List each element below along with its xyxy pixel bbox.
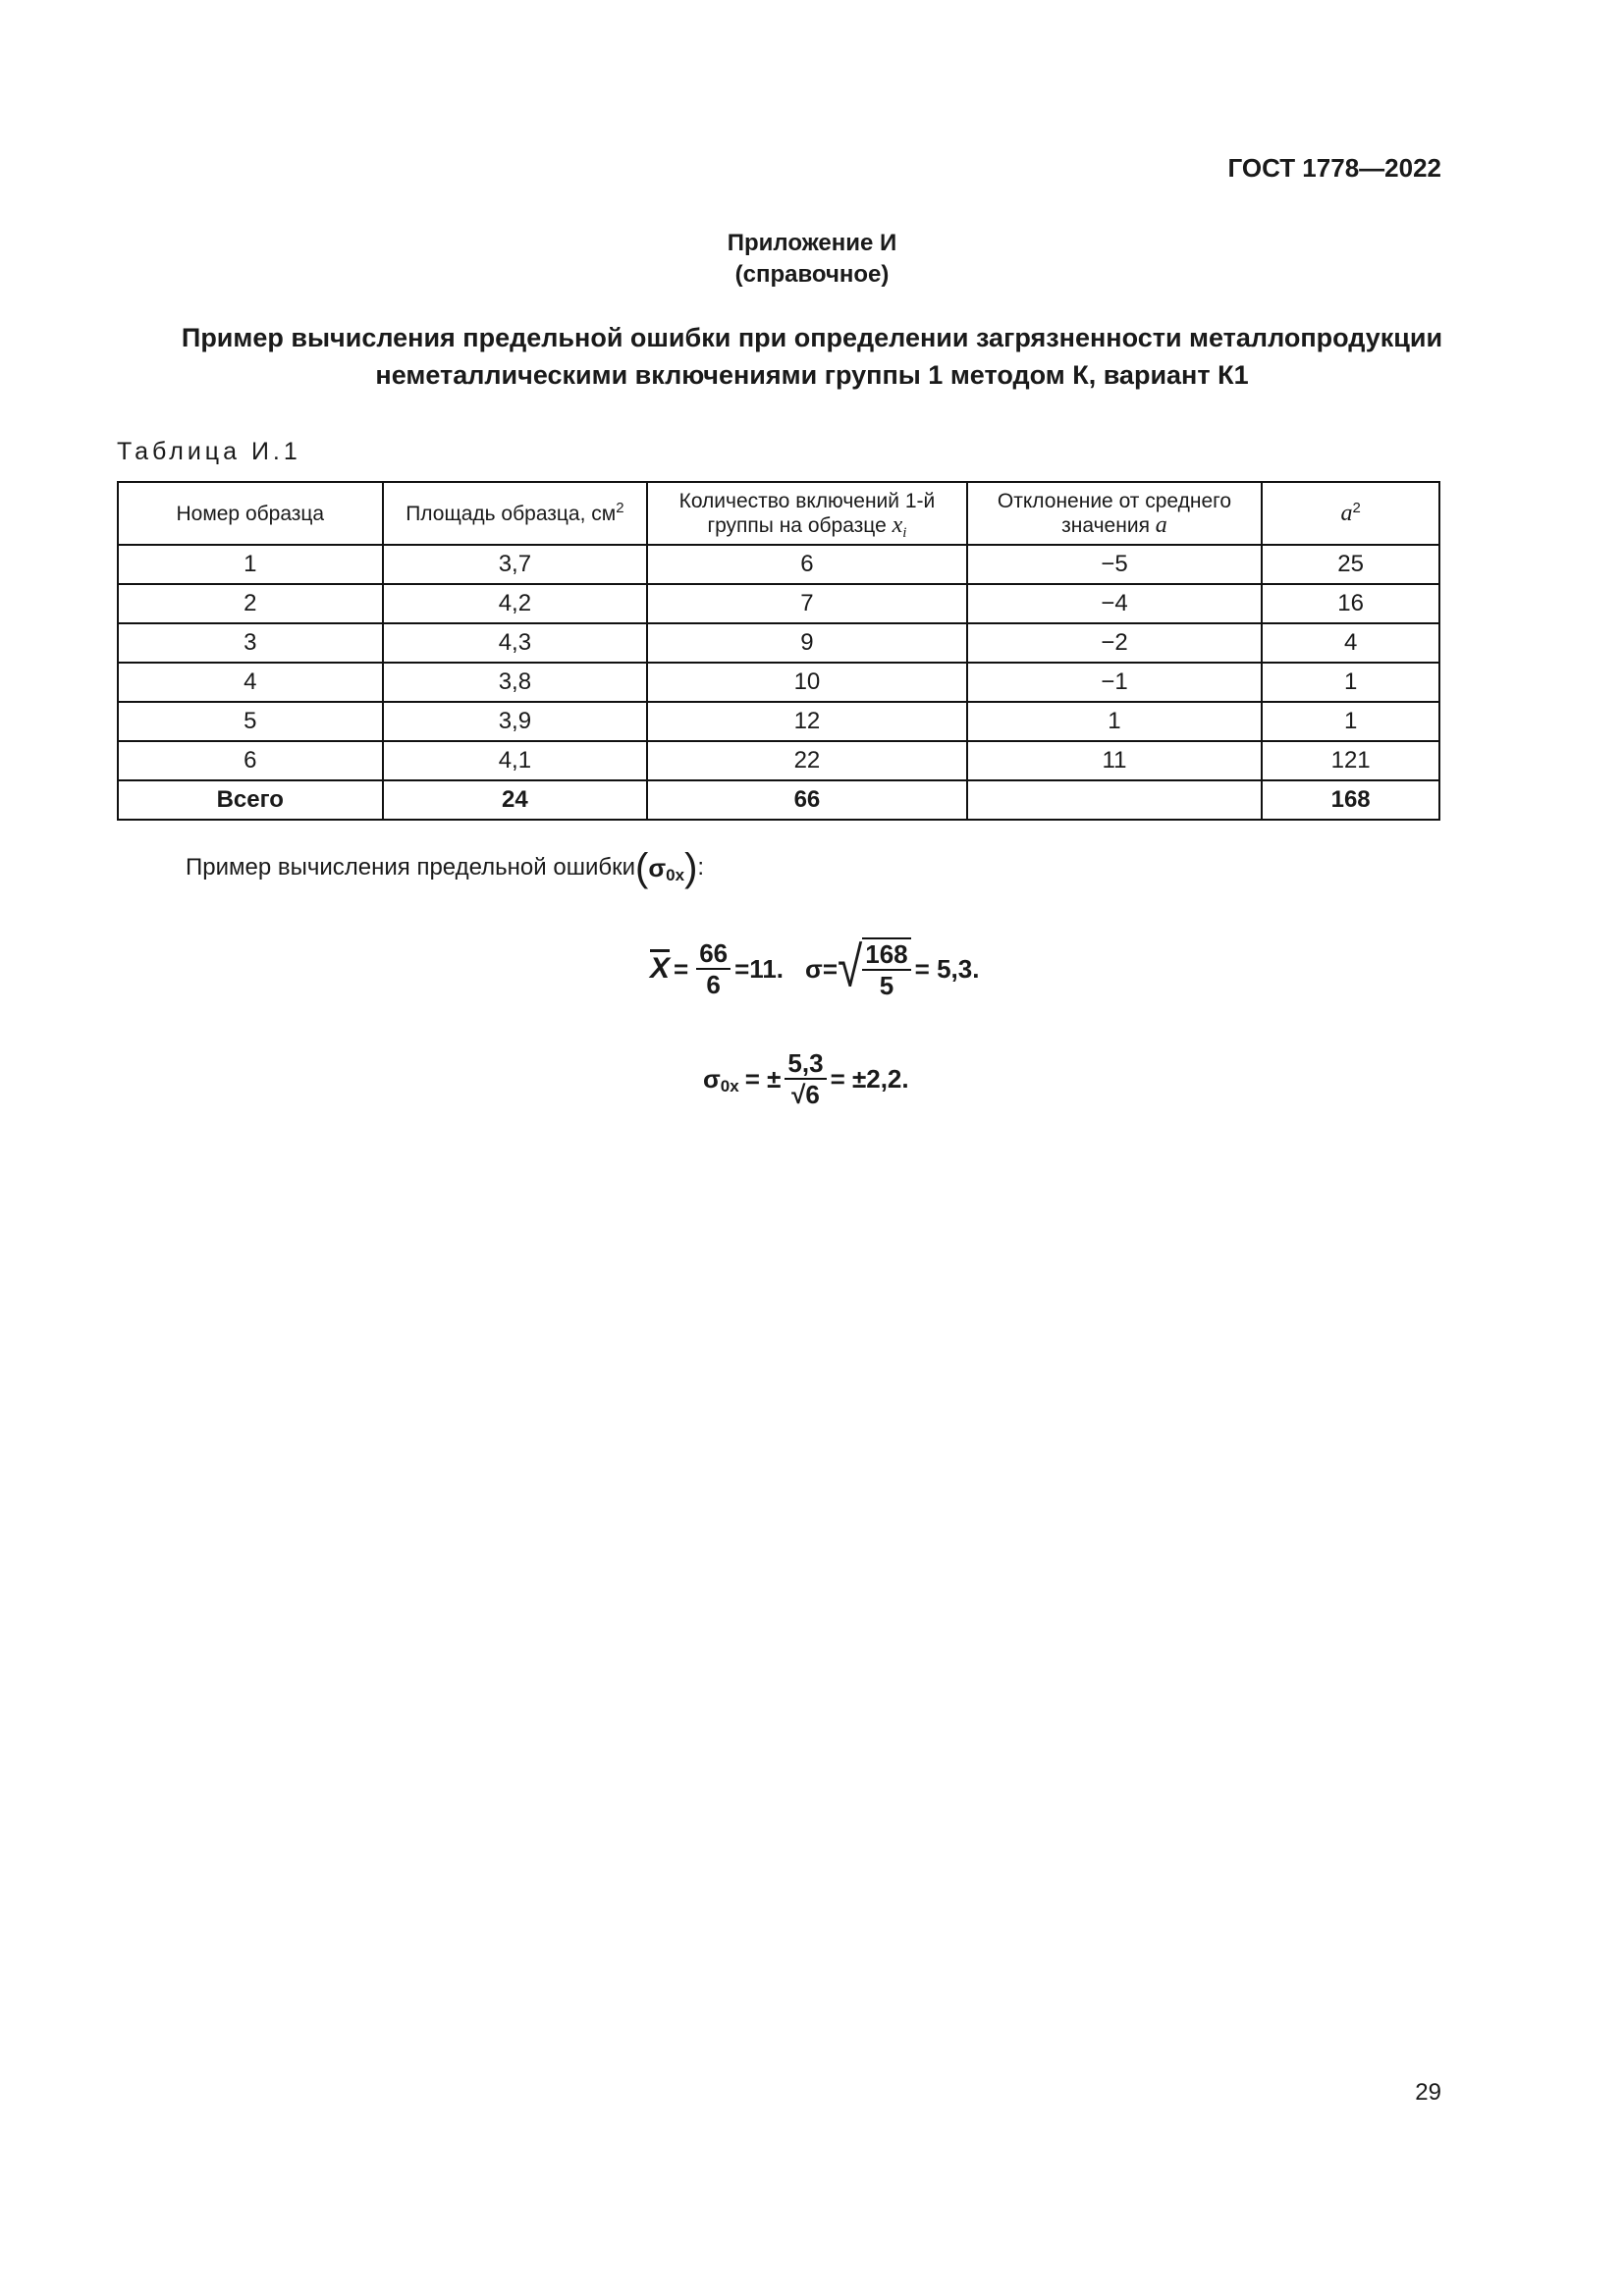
sigma-subscript: 0x (720, 1077, 739, 1095)
cell-count: 6 (647, 545, 967, 584)
cell-deviation-squared: 121 (1262, 741, 1439, 780)
results-table (117, 481, 1440, 821)
cell-count: 10 (647, 663, 967, 702)
sqrt-denominator: 5 (879, 971, 894, 1000)
total-deviation-squared: 168 (1262, 780, 1439, 820)
appendix-title: Приложение И (727, 230, 897, 256)
table-total-row (118, 780, 1439, 820)
cell-deviation-squared: 1 (1262, 702, 1439, 741)
sqrt-numerator: 168 (862, 939, 910, 971)
open-paren: ( (635, 846, 649, 889)
cell-count: 22 (647, 741, 967, 780)
example-text: Пример вычисления предельной ошибки (186, 854, 636, 881)
document-title (0, 319, 1624, 394)
mean-result: =11. (734, 953, 785, 984)
cell-area: 3,8 (383, 663, 648, 702)
table-row (118, 545, 1439, 584)
fraction-numerator: 66 (696, 938, 731, 970)
cell-deviation-squared: 25 (1262, 545, 1439, 584)
cell-area: 4,2 (383, 584, 648, 623)
sigma-symbol: σ (648, 852, 667, 882)
cell-deviation-squared: 1 (1262, 663, 1439, 702)
sigma-result: = 5,3. (914, 953, 980, 984)
table-row (118, 702, 1439, 741)
cell-deviation: 1 (967, 702, 1263, 741)
cell-count: 12 (647, 702, 967, 741)
header-sample-number: Номер образца (118, 482, 383, 545)
cell-sample: 4 (118, 663, 383, 702)
title-line-1: Пример вычисления предельной ошибки при определении загрязненности металлопродукции (181, 323, 1443, 352)
table-row (118, 741, 1439, 780)
header-deviation: Отклонение от среднего значения a (967, 482, 1263, 545)
error-fraction (785, 1048, 826, 1109)
cell-sample: 3 (118, 623, 383, 663)
cell-deviation: −4 (967, 584, 1263, 623)
sigma-label: σ= (805, 953, 839, 984)
cell-sample: 1 (118, 545, 383, 584)
sigma-symbol: σ (703, 1063, 721, 1094)
formula-mean-sigma (650, 934, 980, 1000)
cell-deviation: 11 (967, 741, 1263, 780)
cell-deviation: −5 (967, 545, 1263, 584)
sqrt-radical-icon: √ (838, 934, 863, 998)
total-deviation (967, 780, 1263, 820)
total-area: 24 (383, 780, 648, 820)
total-label: Всего (118, 780, 383, 820)
cell-deviation: −1 (967, 663, 1263, 702)
total-count: 66 (647, 780, 967, 820)
header-sample-area: Площадь образца, $см^2$ (383, 482, 648, 545)
example-colon: : (697, 854, 705, 881)
sqrt-expression (838, 934, 915, 1000)
mean-symbol: $\overline{X}$ (650, 952, 671, 985)
document-code: ГОСТ 1778—2022 (1227, 153, 1441, 183)
table-row (118, 663, 1439, 702)
appendix-kind: (справочное) (734, 261, 890, 288)
formula-limit-error (703, 1048, 909, 1109)
equals-sign: = (674, 953, 689, 984)
cell-count: 7 (647, 584, 967, 623)
table-row (118, 584, 1439, 623)
mean-fraction (696, 938, 731, 999)
appendix-heading (0, 228, 1624, 291)
close-paren: ) (684, 846, 698, 889)
page-number: 29 (1415, 2079, 1441, 2106)
cell-area: 3,9 (383, 702, 648, 741)
cell-area: 3,7 (383, 545, 648, 584)
sqrt-fraction (862, 937, 910, 1000)
cell-deviation-squared: 16 (1262, 584, 1439, 623)
error-result: = ±2,2. (830, 1063, 909, 1094)
table-row (118, 623, 1439, 663)
fraction-denominator: 6 (706, 970, 721, 999)
header-deviation-squared: $a^2$ (1262, 482, 1439, 545)
cell-sample: 5 (118, 702, 383, 741)
cell-deviation: −2 (967, 623, 1263, 663)
fraction-numerator: 5,3 (785, 1048, 826, 1080)
example-intro (186, 846, 704, 889)
cell-area: 4,1 (383, 741, 648, 780)
cell-sample: 6 (118, 741, 383, 780)
cell-area: 4,3 (383, 623, 648, 663)
table-caption: Таблица И.1 (117, 438, 301, 465)
header-inclusion-count: Количество включений 1-й группы на образце $x_i$ (647, 482, 967, 545)
plus-minus-sign: = ± (744, 1063, 782, 1094)
table-header-row (118, 482, 1439, 545)
cell-sample: 2 (118, 584, 383, 623)
sigma-subscript: 0x (666, 866, 685, 884)
fraction-denominator: √6 (791, 1080, 820, 1109)
cell-deviation-squared: 4 (1262, 623, 1439, 663)
cell-count: 9 (647, 623, 967, 663)
title-line-2: неметаллическими включениями группы 1 методом К, вариант К1 (375, 360, 1249, 390)
